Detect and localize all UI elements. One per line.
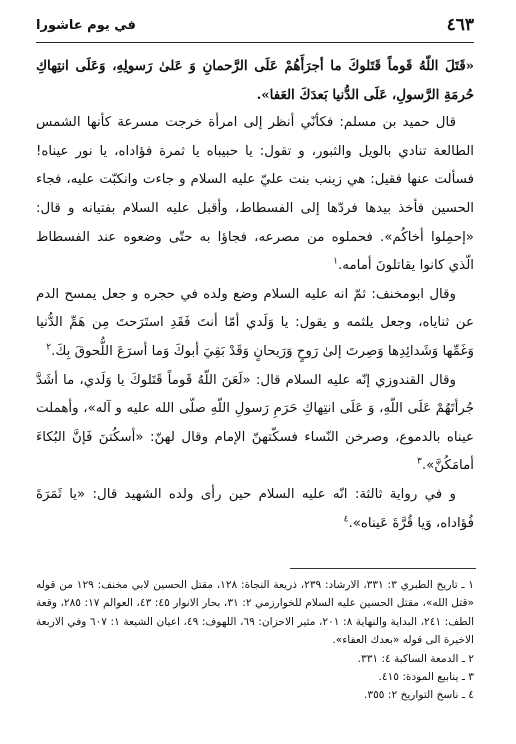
footnote: ٢ ـ الدمعة الساكبة ٤: ٣٣١.: [357, 652, 474, 665]
footnote-ref: ٣: [416, 456, 422, 467]
footnote-rule: [290, 568, 476, 569]
paragraph: [36, 109, 474, 281]
paragraph-text: وقال ابومخنف: ثمّ انه عليه السلام وضع ولده في حجره و جعل يمسح الدم عن ثناياه، وجعل يلثمه و يقول: يا وَلَدي أمّا أنتَ فَقَدِ استَرَحتَ مِن هَمِّ الدُّنيا وَغَمِّها وَشَدائِدِها وَصِرتَ إلىٰ رَوحٍ وَرَيحانٍ وَقَدْ بَقِيَ أبوكَ وَما أسرَعَ اللُّحوقَ بِكَ.: [36, 286, 474, 359]
paragraph: [36, 481, 474, 538]
paragraph-text: قال حميد بن مسلم: فكأنّي أنظر إلى امرأة خرجت مسرعة كأنها الشمس الطالعة تنادي بالويل والثبور، و تقول: يا حبيباه يا ثمرة فؤاداه، يا نور عيناه! فسألت عنها فقيل: هي زينب بنت عليّ عليه السلام و جاءت وانكبّت عليه، فجاء الحسين فأخذ بيدها فردّها إلى الفسطاط، وأقبل عليه السلام بفتيانه و قال: «إحمِلوا أخاكُم». فحملوه من مصرعه، فجاؤا به حتّى وضعوه عند الفسطاط الّذي كانوا يقاتلونَ أمامه.: [36, 115, 474, 274]
paragraph-text: وقال القندوزي إنّه عليه السلام قال: «لَعَنَ اللّهُ قَوماً قَتَلوكَ يا وَلَدي، ما أشَدَّ جُرأتَهُمْ عَلَى اللّهِ، وَ عَلَى انتِهاكِ حَرَمِ رَسولِ اللّهِ صلّى الله عليه و آله»، وأهملت عيناه بالدموع، وصرخن النّساء فسكّتهنّ الإمام وقال لهنّ: «أسكُتنَ فَإنَّ البُكاءَ أمامَكُنَّ».: [36, 372, 474, 474]
footnote: ٤ ـ ناسخ التواريخ ٢: ٣٥٥.: [364, 689, 474, 702]
paragraph-quote: «قَتَلَ اللّهُ قَوماً قَتَلوكَ ما أجرَأَهُمْ عَلَى الرَّحمانِ وَ عَلىٰ رَسولِهِ، وَعَلَى انتِهاكِ حُرمَةِ الرَّسولِ، عَلَى الدُّنيا بَعدَكَ العَفا».: [36, 58, 474, 103]
running-title: في يوم عاشورا: [36, 17, 136, 33]
page-number: ٤٦٣: [446, 15, 474, 35]
paragraph: [36, 367, 474, 481]
main-text: [36, 52, 474, 538]
header-rule: [36, 42, 474, 43]
paragraph: [36, 281, 474, 367]
footnote: ٣ ـ ينابيع المودة: ٤١٥.: [378, 671, 474, 684]
footnotes: [36, 576, 474, 705]
footnote-ref: ١: [333, 256, 339, 267]
footnote-ref: ٢: [46, 342, 52, 353]
footnote: ١ ـ تاريخ الطبري ٣: ٣٣١، الارشاد: ٢٣٩، ذريعة النجاة: ١٢٨، مقتل الحسين لابي مخنف: ١٢٩ من قوله «قتل الله»، مقتل الحسين عليه السلام للخوارزمي ٢: ٣١، بحار الانوار ٤٥: ٤٣، العوالم ١٧: ٢٨٥، وقعة الطف: ٢٤١، البداية والنهاية ٨: ٢٠١، مثير الاحزان: ٦٩، اللهوف: ٤٩، اعيان الشيعة ١: ٦٠٧ وفي الاربعة الاخيرة الى قوله «بعدك العفاء».: [36, 579, 475, 647]
footnote-ref: ٤: [343, 514, 349, 525]
paragraph-text: و في رواية ثالثة: انّه عليه السلام حين رأى ولده الشهيد قال: «يا ثَمَرَةَ فُؤاداه، وَيا قُرَّةَ عَيناه».: [36, 486, 474, 531]
page-header: [36, 10, 474, 40]
